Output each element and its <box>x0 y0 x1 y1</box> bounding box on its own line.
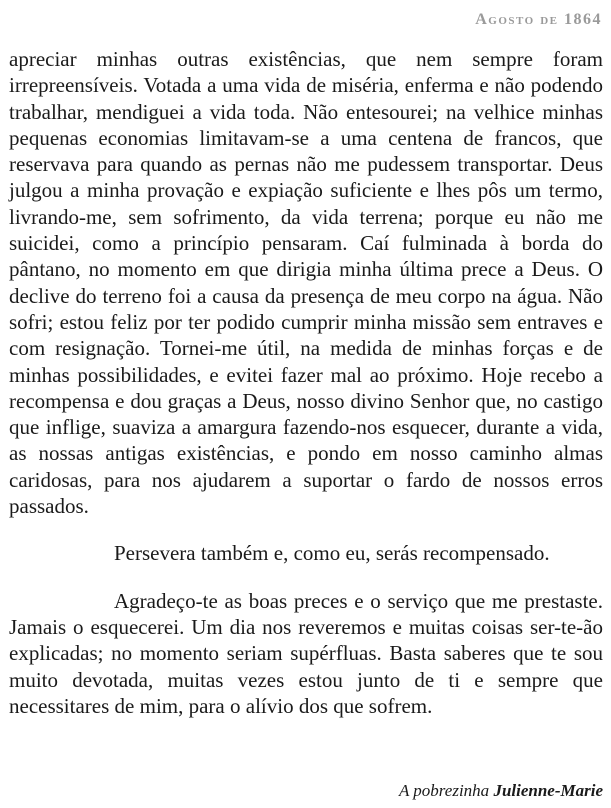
running-header: Agosto de 1864 <box>475 11 602 28</box>
signature-prefix: A pobrezinha <box>398 781 494 800</box>
paragraph-2: Persevera também e, como eu, serás recompensado. <box>114 541 550 566</box>
signature-name: Julienne-Marie <box>493 781 603 800</box>
signature <box>399 781 603 801</box>
page-body <box>9 46 603 719</box>
paragraph-3: Agradeço-te as boas preces e o serviço que me prestaste. Jamais o esquecerei. Um dia nos reveremos e muitas coisas ser-te-ão explicadas; no momento seriam supérfluas. Basta saberes que te sou muito devotada, muitas vezes estou junto de ti e sempre que necessitares de mim, para o alívio dos que sofrem. <box>9 588 603 718</box>
paragraph-1: apreciar minhas outras existências, que nem sempre foram irrepreensíveis. Votada a uma vida de miséria, enferma e não podendo trabalhar, mendiguei a vida toda. Não entesourei; na velhice minhas pequenas economias limitavam-se a uma centena de francos, que reservava para quando as pernas não me pudessem transportar. Deus julgou a minha provação e expiação suficiente e lhes pôs um termo, livrando-me, sem sofrimento, da vida terrena; porque eu não me suicidei, como a princípio pensaram. Caí fulminada à borda do pântano, no momento em que dirigia minha última prece a Deus. O declive do terreno foi a causa da presença de meu corpo na água. Não sofri; estou feliz por ter podido cumprir minha missão sem entraves e com resignação. Tornei-me útil, na medida de minhas forças e de minhas possibilidades, e evitei fazer mal ao próximo. Hoje recebo a recompensa e dou graças a Deus, nosso divino Senhor que, no castigo que inflige, suaviza a amargura fazendo-nos esquecer, durante a vida, as nossas antigas existências, e pondo em nosso caminho almas caridosas, para nos ajudarem a suportar o fardo de nossos erros passados. <box>9 47 603 519</box>
